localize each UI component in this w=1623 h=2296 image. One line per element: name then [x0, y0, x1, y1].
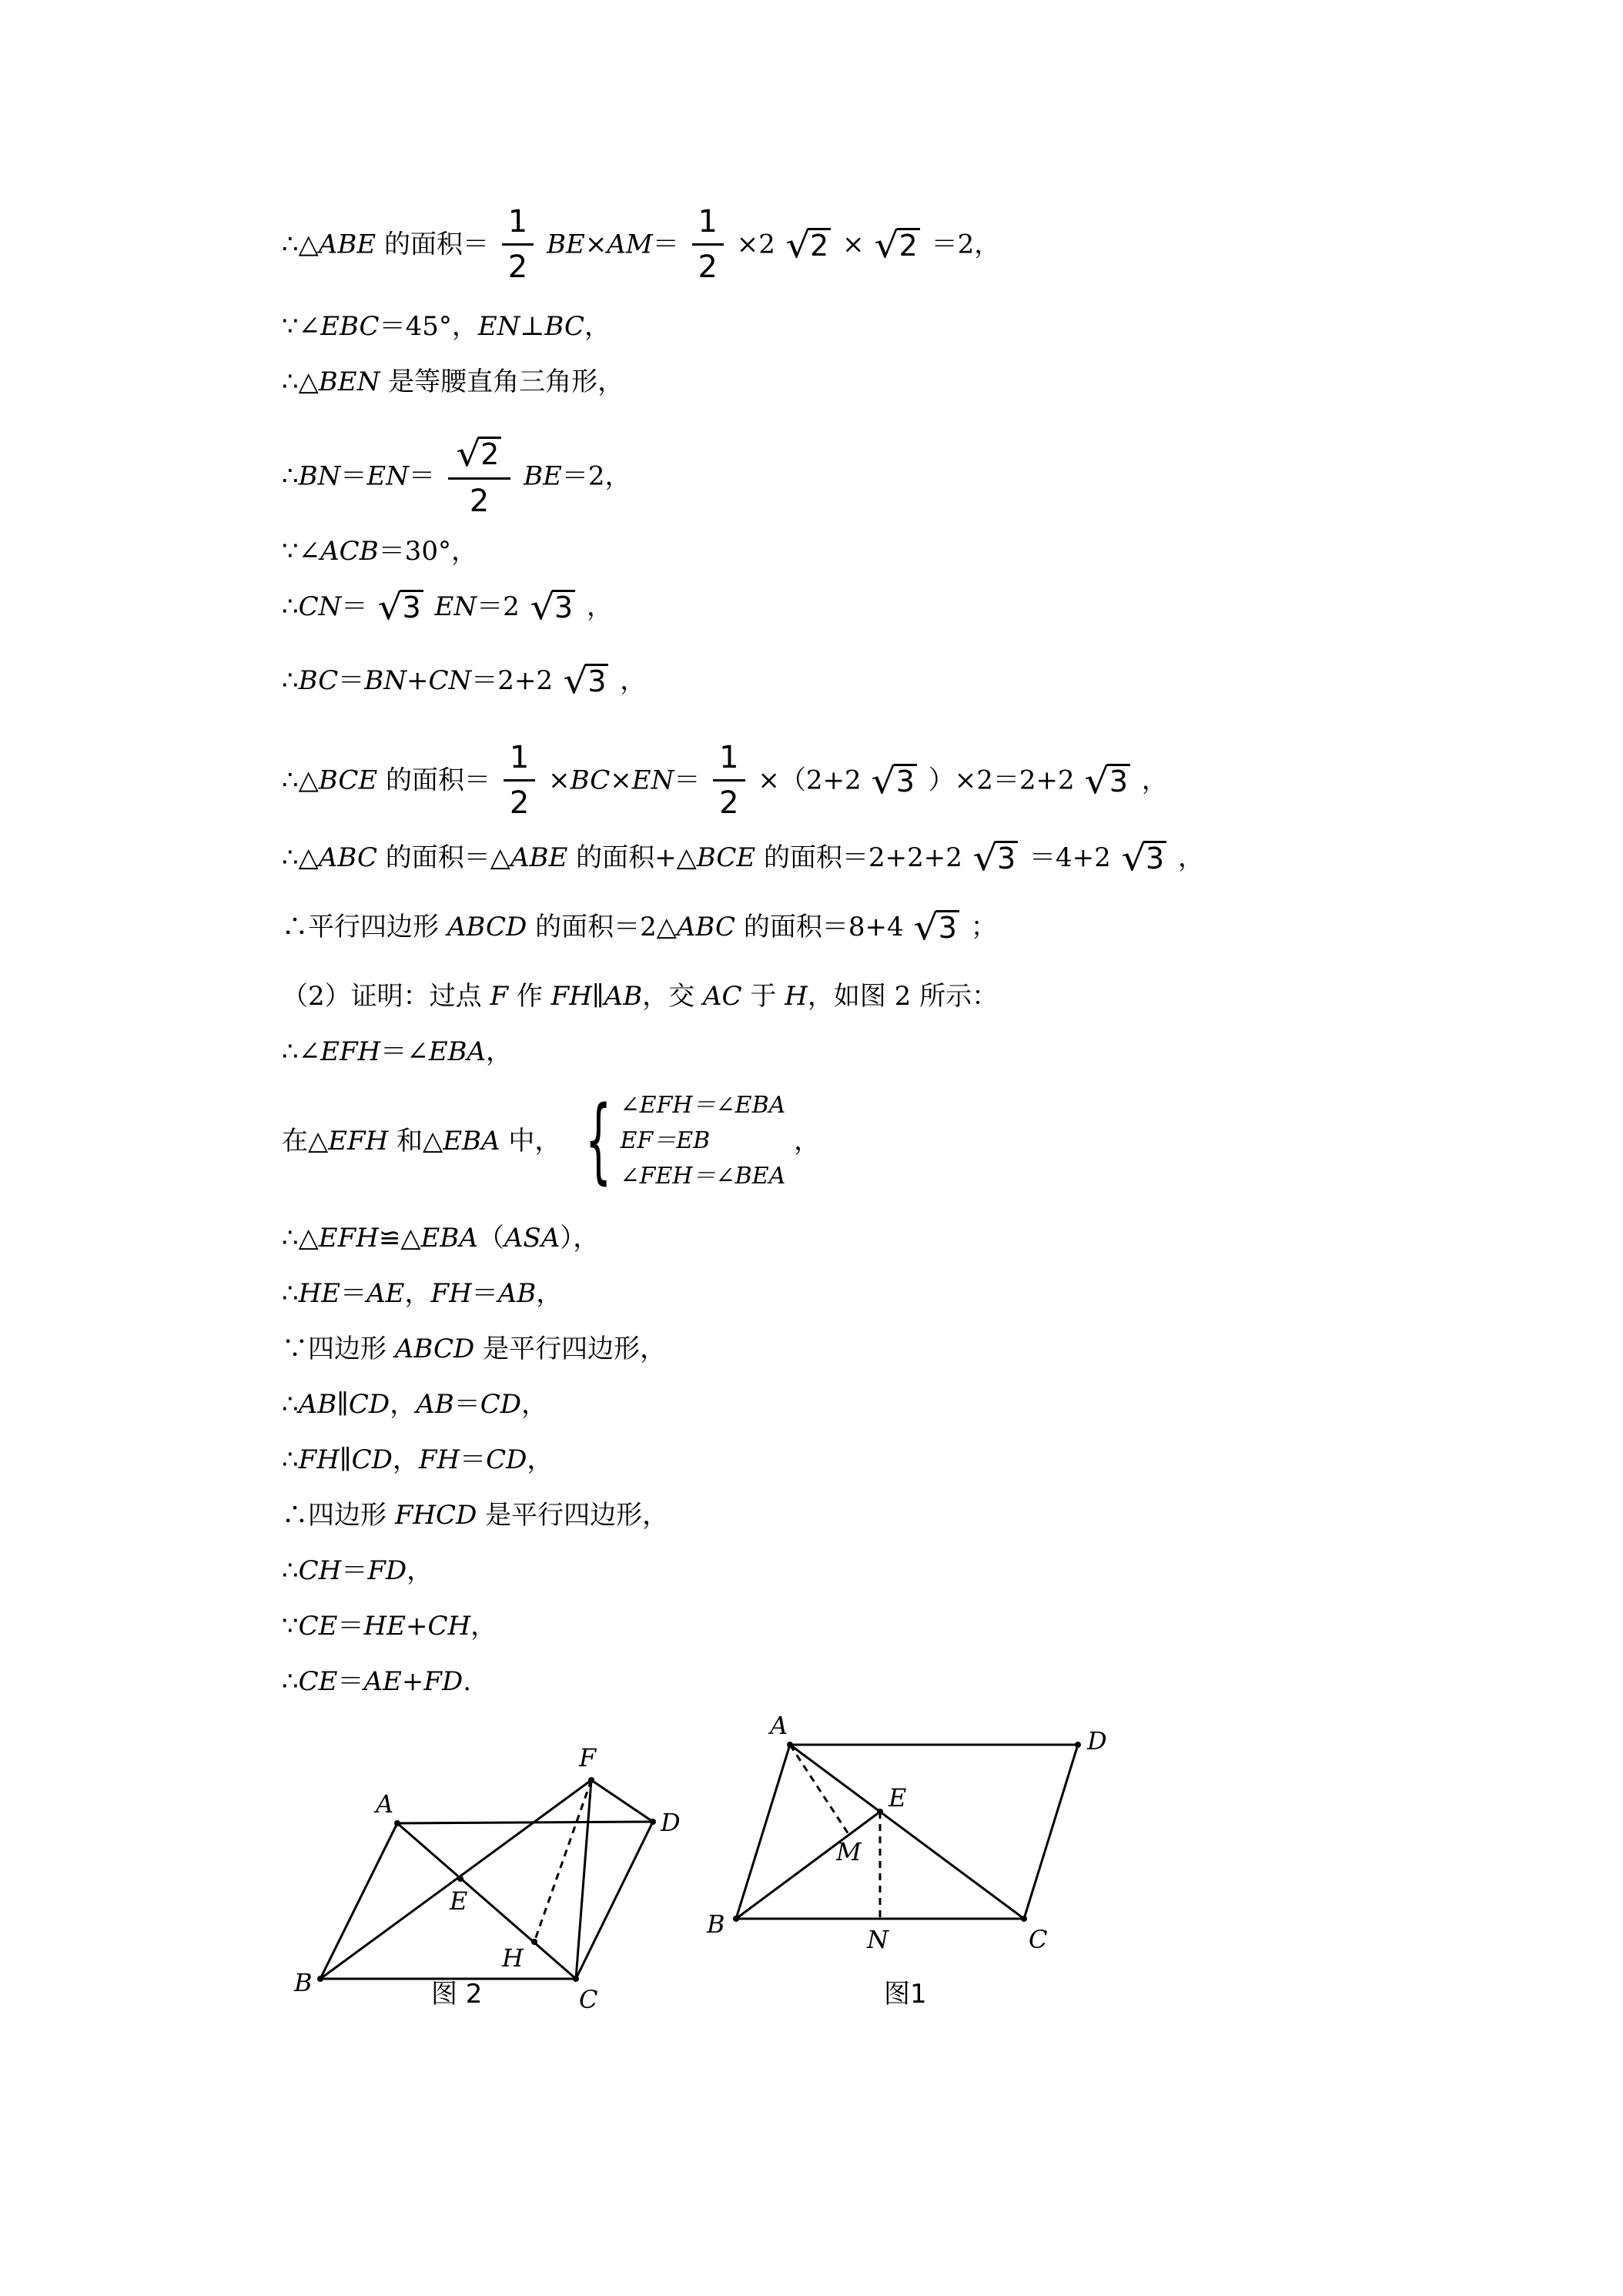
solution-line-11: （2）证明：过点 F 作 FH∥AB，交 AC 于 H，如图 2 所示：: [282, 981, 999, 1012]
point-label-N: N: [867, 1925, 888, 1954]
solution-line-18: ∴FH∥CD，FH＝CD，: [282, 1444, 554, 1475]
solution-line-19: ∴四边形 FHCD 是平行四边形，: [282, 1500, 669, 1531]
sqrt: √ 3: [1123, 840, 1167, 875]
solution-line-2: ∵∠EBC＝45°，EN⊥BC，: [282, 311, 611, 342]
point-label-A: A: [770, 1711, 788, 1740]
solution-line-15: ∴HE＝AE，FH＝AB，: [282, 1278, 563, 1309]
solution-line-7: ∴BC＝BN+CN＝2+2 √ 3 ，: [282, 660, 647, 701]
sqrt: √ 3: [564, 663, 609, 698]
segment-BF: [320, 1780, 591, 1979]
segment-CD: [576, 1822, 653, 1979]
segment-FH-dashed: [534, 1780, 591, 1942]
segment-AB: [736, 1745, 790, 1919]
sqrt: √ 3: [379, 589, 423, 624]
solution-line-21: ∵CE＝HE+CH，: [282, 1611, 497, 1642]
system-condition-3: ∠FEH＝∠BEA: [620, 1163, 786, 1190]
system-condition-1: ∠EFH＝∠EBA: [620, 1092, 786, 1119]
fraction: $\frac{1}{2}$: [502, 206, 534, 283]
solution-line-20: ∴CH＝FD，: [282, 1555, 433, 1586]
equation-system: { ∠EFH＝∠EBA EF＝EB ∠FEH＝∠BEA: [585, 1087, 786, 1194]
point-label-E: E: [888, 1783, 907, 1812]
point-label-M: M: [836, 1837, 862, 1866]
point-label-F: F: [579, 1743, 597, 1772]
figure-2-diagram: [277, 1732, 708, 2040]
segment-CD: [1024, 1745, 1078, 1919]
sqrt: √ 2: [875, 227, 920, 263]
figure-2: [277, 1732, 708, 2040]
figure-1-caption: 图1: [884, 1979, 927, 2010]
point-label-E: E: [450, 1886, 468, 1916]
solution-line-14: ∴△EFH≌△EBA（ASA），: [282, 1223, 600, 1253]
solution-line-1: ∴△ABE 的面积＝ $\frac{1}{2}$ BE×AM＝ $\frac{1}{2}$ ×2 √ 2 × √ 2 ＝2，: [282, 204, 1001, 285]
point-label-D: D: [1087, 1726, 1107, 1755]
figure-2-caption: 图 2: [431, 1979, 483, 2010]
solution-line-4: ∴BN＝EN＝ √ 2 2 BE＝2，: [282, 433, 631, 519]
point-label-H: H: [502, 1943, 524, 1973]
segment-FC: [576, 1780, 591, 1979]
sqrt: √ 3: [915, 909, 959, 945]
segment-AC: [790, 1745, 1024, 1919]
segment-AB: [320, 1823, 397, 1979]
solution-line-3: ∴△BEN 是等腰直角三角形，: [282, 366, 624, 397]
solution-line-22: ∴CE＝AE+FD.: [282, 1666, 472, 1697]
solution-line-17: ∴AB∥CD，AB＝CD，: [282, 1389, 548, 1420]
system-condition-2: EF＝EB: [620, 1127, 711, 1154]
segment-AD: [397, 1822, 653, 1823]
segment-FD: [591, 1780, 653, 1822]
sqrt: √ 3: [872, 763, 917, 798]
sqrt: √ 3: [1086, 763, 1130, 798]
solution-line-5: ∵∠ACB＝30°，: [282, 536, 477, 567]
point-label-B: B: [707, 1909, 725, 1939]
solution-line-10: ∴平行四边形 ABCD 的面积＝2△ABC 的面积＝8+4 √ 3 ；: [282, 906, 997, 948]
fraction: $\frac{1}{2}$: [504, 742, 535, 818]
solution-line-13: 在△EFH 和△EBA 中， { ∠EFH＝∠EBA EF＝EB ∠FEH＝∠BEA ，: [282, 1087, 821, 1194]
figure-1: [693, 1702, 1124, 1963]
fraction: $\frac{1}{2}$: [692, 206, 724, 283]
point-label-B: B: [294, 1968, 313, 1997]
fraction: $\frac{1}{2}$: [713, 742, 745, 818]
sqrt: √ 2: [787, 227, 832, 263]
sqrt: √ 3: [531, 589, 576, 624]
solution-line-16: ∵四边形 ABCD 是平行四边形，: [282, 1334, 667, 1364]
sqrt: √ 3: [974, 840, 1019, 875]
solution-line-6: ∴CN＝ √ 3 EN＝2 √ 3 ，: [282, 586, 613, 628]
point-label-A: A: [376, 1789, 394, 1819]
point-label-C: C: [579, 1985, 598, 2014]
fraction: √ 2 2: [448, 436, 511, 517]
figure-1-diagram: [693, 1702, 1124, 1963]
solution-line-12: ∴∠EFH＝∠EBA，: [282, 1036, 513, 1067]
solution-line-8: ∴△BCE 的面积＝ $\frac{1}{2}$ ×BC×EN＝ $\frac{1}{2}$ ×（2+2 √ 3 ）×2＝2+2 √ 3 ，: [282, 740, 1168, 821]
segment-AM-dashed: [790, 1745, 848, 1834]
point-label-C: C: [1029, 1925, 1048, 1954]
point-label-D: D: [661, 1808, 681, 1837]
solution-line-9: ∴△ABC 的面积＝△ABE 的面积+△BCE 的面积＝2+2+2 √ 3 ＝4+2 √ 3 ，: [282, 837, 1204, 879]
